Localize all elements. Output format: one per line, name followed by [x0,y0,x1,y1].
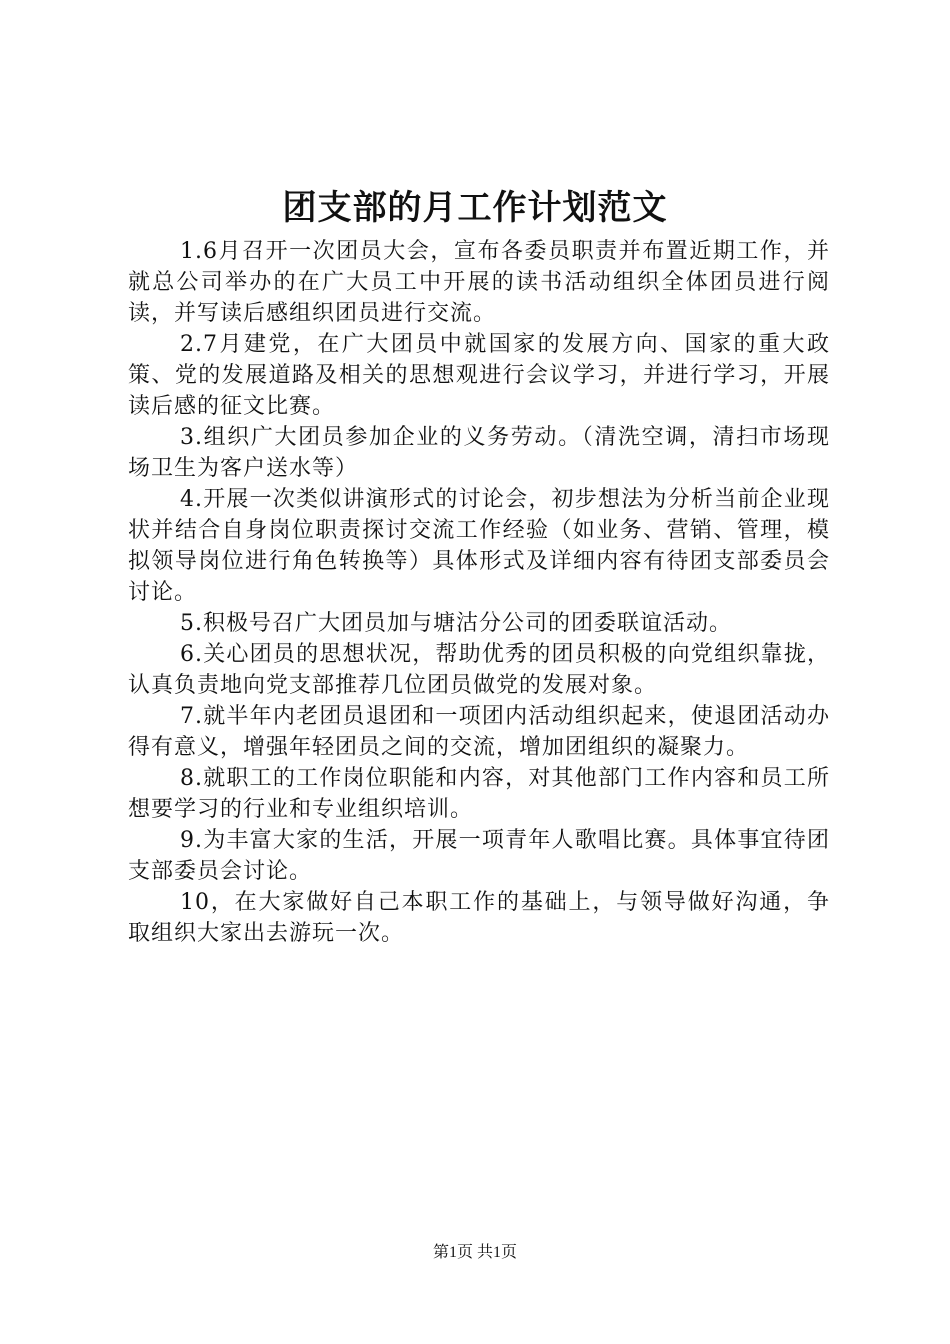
paragraph-7: 7.就半年内老团员退团和一项团内活动组织起来，使退团活动办得有意义，增强年轻团员之间的交流，增加团组织的凝聚力。 [128,704,830,760]
page-footer: 第1页 共1页 [432,1244,517,1261]
paragraph-9: 9.为丰富大家的生活，开展一项青年人歌唱比赛。具体事宜待团支部委员会讨论。 [128,828,830,884]
paragraph-4: 4.开展一次类似讲演形式的讨论会，初步想法为分析当前企业现状并结合自身岗位职责探讨交流工作经验（如业务、营销、管理，模拟领导岗位进行角色转换等）具体形式及详细内容有待团支部委员会讨论。 [128,487,830,605]
paragraph-1: 1.6月召开一次团员大会，宣布各委员职责并布置近期工作，并就总公司举办的在广大员工中开展的读书活动组织全体团员进行阅读，并写读后感组织团员进行交流。 [128,239,830,326]
paragraph-8: 8.就职工的工作岗位职能和内容，对其他部门工作内容和员工所想要学习的行业和专业组织培训。 [128,766,830,822]
paragraph-10: 10，在大家做好自己本职工作的基础上，与领导做好沟通，争取组织大家出去游玩一次。 [128,890,830,946]
paragraph-2: 2.7月建党，在广大团员中就国家的发展方向、国家的重大政策、党的发展道路及相关的思想观进行会议学习，并进行学习，开展读后感的征文比赛。 [128,332,830,419]
document-title: 团支部的月工作计划范文 [282,188,668,228]
document-body [128,236,830,949]
paragraph-5: 5.积极号召广大团员加与塘沽分公司的团委联谊活动。 [180,611,732,636]
paragraph-3: 3.组织广大团员参加企业的义务劳动。（清洗空调，清扫市场现场卫生为客户送水等） [128,425,830,481]
paragraph-6: 6.关心团员的思想状况，帮助优秀的团员积极的向党组织靠拢，认真负责地向党支部推荐几位团员做党的发展对象。 [128,642,830,698]
